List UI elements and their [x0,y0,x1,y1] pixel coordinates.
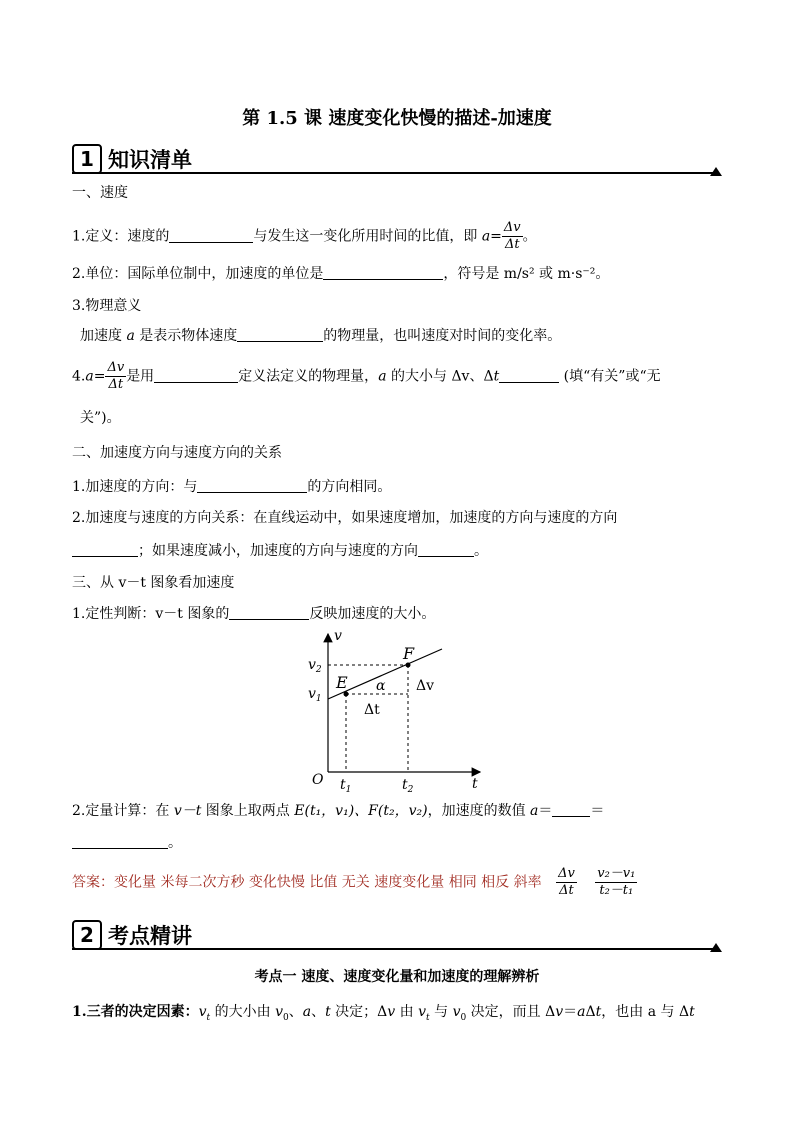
dv-label: Δv [416,678,435,694]
fill-blank[interactable] [72,834,168,849]
origin-label: O [312,772,324,788]
point-f [406,663,411,668]
section-rule [72,948,716,950]
section-rule [72,172,716,174]
line-unit: 2.单位：国际单位制中，加速度的单位是 ，符号是 m/s² 或 m·s⁻²。 [72,266,610,282]
section-title: 考点精讲 [108,924,192,948]
triangle-icon [710,943,722,952]
v-axis-label: v [334,628,342,644]
answer-key: 答案：变化量 米每二次方秒 变化快慢 比值 无关 速度变化量 相同 相反 斜率 $\frac{\Delta v}{\Delta t}$ $\frac{\text{v₂－v₁}}{\text{t₂－t₁}}$ [72,866,636,898]
vt-graph [300,626,500,796]
fill-blank[interactable] [237,327,323,342]
e-label: E [336,673,348,692]
v2-label: $v_2$ [308,657,322,675]
line-ratio-definition: 4.a= $\frac{\Delta v}{\Delta t}$ 是用 定义法定义的物理量，a 的大小与 Δv、Δt (填“有关”或“无 [72,360,661,392]
part3-heading: 三、从 v－t 图象看加速度 [72,575,235,591]
topic-title: 考点一 速度、速度变化量和加速度的理解辨析 [254,969,540,985]
line-qualitative: 1.定性判断：v－t 图象的 反映加速度的大小。 [72,606,436,622]
fill-blank[interactable] [499,368,559,383]
line-quantitative: 2.定量计算：在 v－t 图象上取两点 E(t₁，v₁)、F(t₂，v₂)，加速度的数值 a＝ ＝ [72,803,605,819]
answer-fraction-1: $\frac{\Delta v}{\Delta t}$ [558,866,575,898]
part1-heading: 一、速度 [72,185,128,201]
page-title: 第 1.5 课 速度变化快慢的描述-加速度 [242,108,552,129]
section-title: 知识清单 [108,148,192,172]
line-meaning-heading: 3.物理意义 [72,298,142,314]
fill-blank[interactable] [323,265,443,280]
part2-heading: 二、加速度方向与速度方向的关系 [72,445,282,461]
dt-label: Δt [364,702,380,718]
fill-blank[interactable] [154,368,238,383]
t2-label: $t_2$ [402,777,414,795]
answer-fraction-2: $\frac{\text{v₂－v₁}}{\text{t₂－t₁}}$ [597,866,636,898]
section-number: 2 [72,920,102,950]
line-direction: 1.加速度的方向：与 的方向相同。 [72,479,392,495]
line-ratio-definition-cont: 关”)。 [80,410,121,426]
section-header-2 [72,918,722,950]
line-definition: 1.定义：速度的 与发生这一变化所用时间的比值，即 a= $\frac{\Delta v}{\Delta t}$ 。 [72,220,537,252]
fill-blank[interactable] [418,542,474,557]
fill-blank[interactable] [169,228,253,243]
fill-blank[interactable] [197,478,307,493]
line-relation-cont: ；如果速度减小，加速度的方向与速度的方向 。 [72,540,488,560]
fill-blank[interactable] [552,802,590,817]
t1-label: $t_1$ [340,777,352,795]
line-relation: 2.加速度与速度的方向关系：在直线运动中，如果速度增加，加速度的方向与速度的方向 [72,510,618,526]
fill-blank[interactable] [72,542,138,557]
section-number: 1 [72,144,102,174]
v1-label: $v_1$ [308,686,322,704]
line-quantitative-cont: 。 [72,832,182,852]
triangle-icon [710,167,722,176]
alpha-label: α [376,678,386,694]
line-determinants: 1.三者的决定因素：$v_t$ 的大小由 $v_0$、a、t 决定；Δv 由 $v_t$ 与 $v_0$ 决定，而且 Δv＝aΔt，也由 a 与 Δt [72,1004,695,1023]
fraction: $\frac{\Delta v}{\Delta t}$ [503,220,521,252]
f-label: F [403,644,415,663]
fraction: $\frac{\Delta v}{\Delta t}$ [107,360,125,392]
line-meaning: 加速度 a 是表示物体速度 的物理量，也叫速度对时间的变化率。 [80,328,562,344]
section-header-1 [72,142,722,174]
t-axis-label: t [472,776,478,792]
point-e [344,692,349,697]
fill-blank[interactable] [229,605,309,620]
